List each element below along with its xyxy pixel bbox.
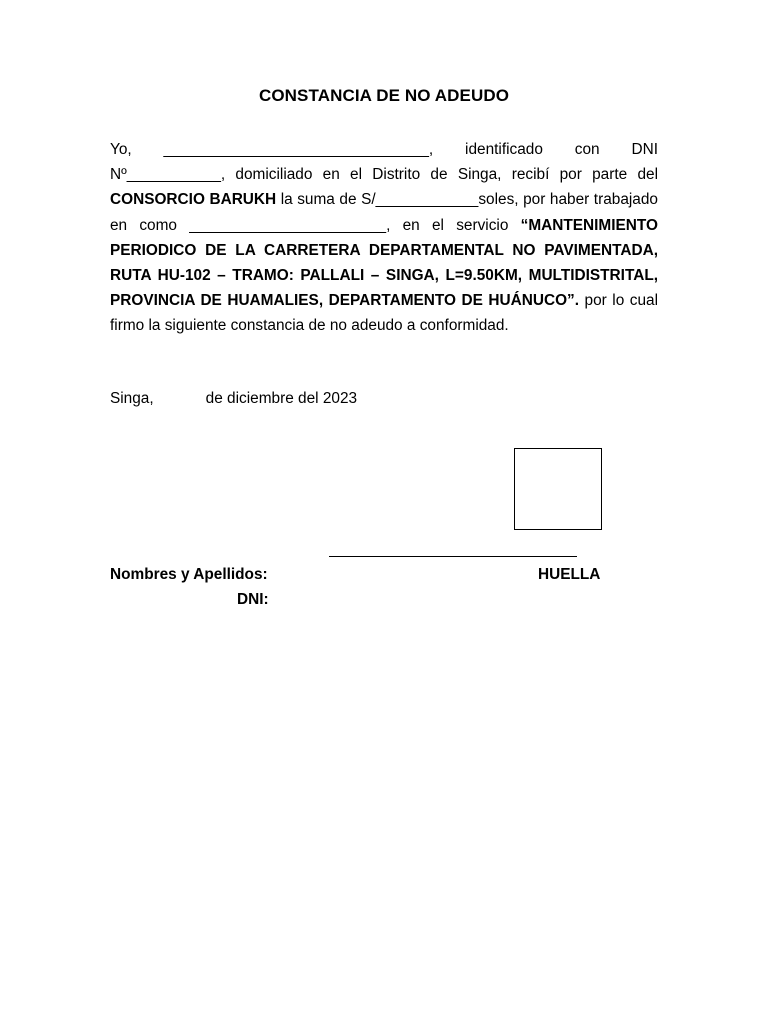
document-body [110,137,658,339]
date-place: Singa, [110,390,154,407]
fingerprint-label: HUELLA [538,566,601,583]
body-part-3: por lo cual firmo la siguiente constancia de no adeudo a conformidad. [110,292,659,335]
document-title: CONSTANCIA DE NO ADEUDO [258,86,510,105]
date-line [110,390,357,408]
names-label: Nombres y Apellidos: [110,566,268,583]
body-part-1: Yo, _______________________________, identificado con DNI Nº___________, domiciliado en el Distrito de Singa, recibí por parte del [110,141,658,184]
date-text: de diciembre del 2023 [205,390,358,407]
service-description: “MANTENIMIENTO PERIODICO DE LA CARRETERA DEPARTAMENTAL NO PAVIMENTADA, RUTA HU-102 – TRAMO: PALLALI – SINGA, L=9.50KM, MULTIDISTRITAL, PROVINCIA DE HUAMALIES, DEPARTAMENTO DE HUÁNUCO”. [110,216,658,310]
body-part-2: la suma de S/____________soles, por haber trabajado en como _______________________, en el servicio [110,191,658,234]
dni-label: DNI: [237,591,269,608]
fingerprint-box [514,448,602,530]
company-name: CONSORCIO BARUKH [110,191,277,209]
signature-line [329,556,577,557]
